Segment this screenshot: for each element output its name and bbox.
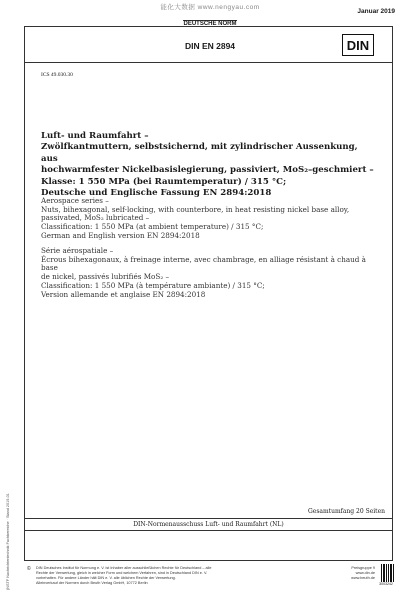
title-german <box>41 131 376 199</box>
committee-name: DIN-Normenausschuss Luft- und Raumfahrt (NL) <box>133 521 284 528</box>
committee-divider-top <box>24 518 393 519</box>
copyright-line: DIN Deutsches Institut für Normung e. V. ist Inhaber aller ausschließlichen Rechte für Deutschland – alle <box>36 566 212 570</box>
title-fr-line: Version allemande et anglaise EN 2894:2018 <box>41 289 206 299</box>
publication-date: Januar 2019 <box>357 8 395 15</box>
title-english <box>41 197 376 241</box>
copyright-line: vorbehalten. Für andere Länder hält DIN e. V. alle üblichen Rechte der Verwertung. <box>36 576 176 580</box>
din-url[interactable]: www.din.de <box>355 571 375 575</box>
copyright-symbol: © <box>27 566 31 572</box>
title-en-line: Classification: 1 550 MPa (at ambient temperature) / 315 °C; <box>41 222 264 232</box>
title-en-line: passivated, MoS₂ lubricated – <box>41 213 150 223</box>
document-number: DIN EN 2894 <box>184 41 236 51</box>
din-logo <box>342 34 374 56</box>
committee-divider-bottom <box>24 530 393 531</box>
total-pages: Gesamtumfang 20 Seiten <box>307 508 385 515</box>
din-logo-text: DIN <box>346 38 370 53</box>
title-en-line: Nuts, bihexagonal, self-locking, with counterbore, in heat resisting nickel base alloy, <box>41 204 350 214</box>
title-fr-line: Série aérospatiale – <box>41 246 114 255</box>
title-de-line: Luft- und Raumfahrt – <box>41 131 149 141</box>
copyright-line: Rechte der Verwertung, gleich in welcher Form und welchem Verfahren, sind in Deutschland DIN e. V. <box>36 571 208 575</box>
side-margin-text: (NSTF Nachrichtentechnik Fachbereiche · Stand 2019-01 <box>6 493 10 590</box>
price-group: Preisgruppe 9 <box>351 566 375 570</box>
price-info <box>303 566 375 581</box>
title-de-line: Deutsche und Englische Fassung EN 2894:2018 <box>41 188 272 199</box>
title-de-line: Klasse: 1 550 MPa (bei Raumtemperatur) / 315 °C; <box>41 176 287 187</box>
norm-label: DEUTSCHE NORM <box>183 21 237 27</box>
title-en-line: Aerospace series – <box>41 196 109 205</box>
ics-code: ICS 49.030.30 <box>41 72 73 78</box>
watermark: 能化大数据 www.nengyau.com <box>160 4 260 11</box>
title-de-line: hochwarmfester Nickelbasislegierung, passiviert, MoS₂–geschmiert – <box>41 165 374 176</box>
header-divider <box>24 62 393 63</box>
title-french <box>41 247 376 299</box>
title-fr-line: de nickel, passivés lubrifiés MoS₂ – <box>41 272 170 282</box>
title-en-line: German and English version EN 2894:2018 <box>41 230 200 240</box>
title-de-line: Zwölfkantmuttern, selbstsichernd, mit zylindrischer Aussenkung, aus <box>41 142 358 164</box>
copyright-line: Alleinverkauf der Normen durch Beuth Verlag GmbH, 10772 Berlin <box>36 581 148 585</box>
title-fr-line: Écrous bihexagonaux, à freinage interne, avec chambrage, en alliage résistant à chaud à base <box>41 254 366 273</box>
title-fr-line: Classification: 1 550 MPa (à température ambiante) / 315 °C; <box>41 280 265 290</box>
beuth-url[interactable]: www.beuth.de <box>351 576 375 580</box>
copyright-notice <box>36 566 298 586</box>
barcode-number: 3003242 <box>379 582 393 586</box>
